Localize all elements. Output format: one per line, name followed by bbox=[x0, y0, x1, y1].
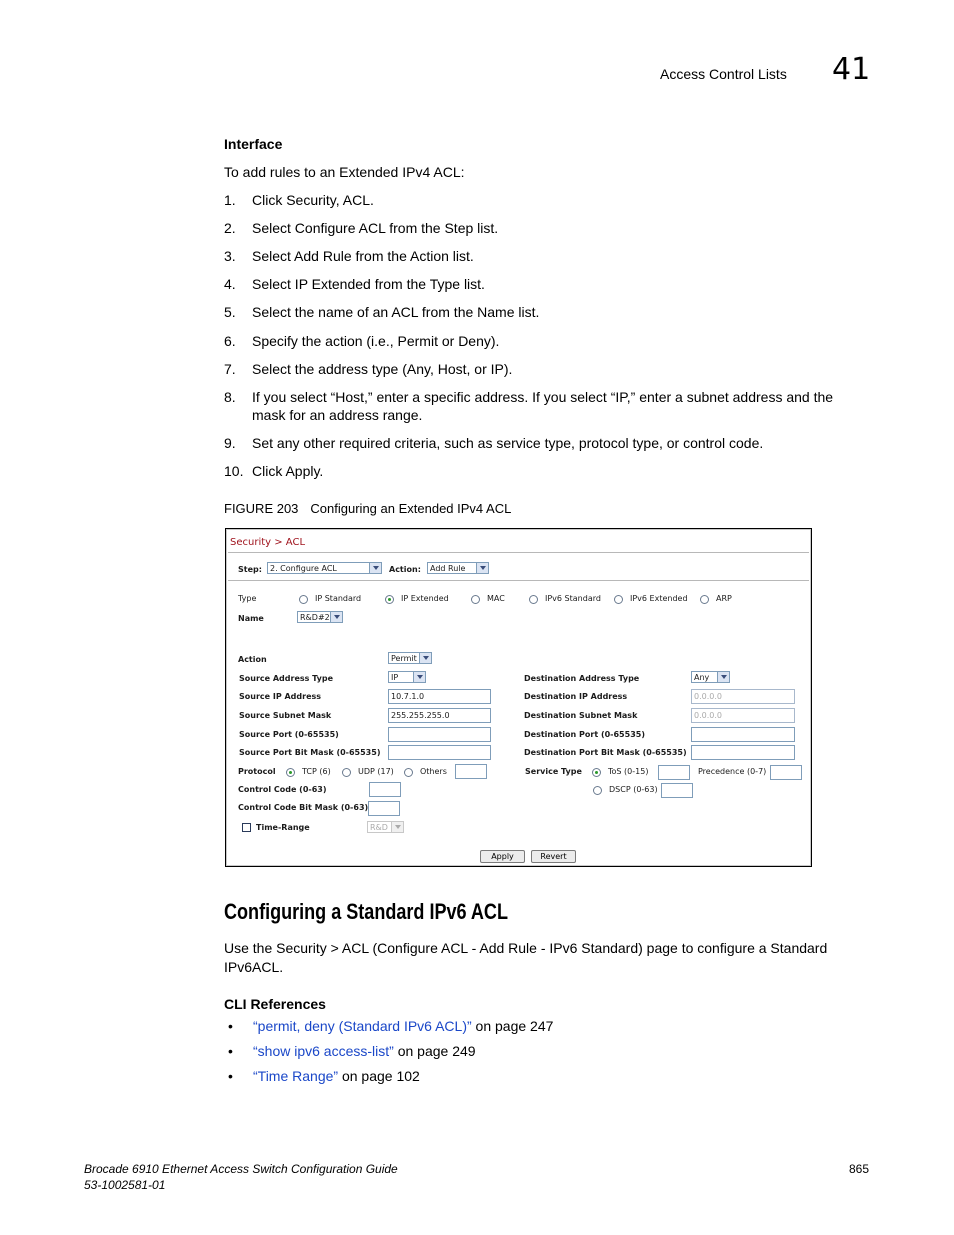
cli-reference-item: • “permit, deny (Standard IPv6 ACL)” on page 247 bbox=[228, 1018, 554, 1034]
cli-references-heading: CLI References bbox=[224, 996, 326, 1012]
chevron-down-icon bbox=[330, 612, 342, 622]
control-code-label: Control Code (0-63) bbox=[238, 785, 327, 794]
divider bbox=[228, 580, 809, 581]
source-address-type-label: Source Address Type bbox=[239, 674, 334, 683]
dscp-input[interactable] bbox=[661, 783, 693, 798]
chapter-number: 41 bbox=[832, 52, 871, 87]
protocol-label: Protocol bbox=[238, 767, 276, 776]
service-tos-radio[interactable] bbox=[592, 768, 601, 777]
divider bbox=[228, 552, 809, 553]
chapter-title: Access Control Lists bbox=[660, 66, 787, 82]
type-mac-radio[interactable] bbox=[471, 595, 480, 604]
protocol-option-label: UDP (17) bbox=[358, 767, 394, 776]
step-item: 5. Select the name of an ACL from the Name list. bbox=[224, 304, 540, 320]
source-ip-label: Source IP Address bbox=[239, 692, 322, 701]
protocol-tcp-radio[interactable] bbox=[286, 768, 295, 777]
destination-port-mask-input[interactable] bbox=[691, 745, 795, 760]
type-ip-standard-radio[interactable] bbox=[299, 595, 308, 604]
cli-reference-item: • “Time Range” on page 102 bbox=[228, 1068, 420, 1084]
source-port-mask-input[interactable] bbox=[388, 745, 491, 760]
type-ipv6-extended-radio[interactable] bbox=[614, 595, 623, 604]
footer-title: Brocade 6910 Ethernet Access Switch Configuration Guide bbox=[84, 1162, 398, 1176]
step-select[interactable]: 2. Configure ACL bbox=[267, 562, 382, 574]
destination-port-input[interactable] bbox=[691, 727, 795, 742]
revert-button[interactable]: Revert bbox=[531, 850, 576, 863]
intro-text: To add rules to an Extended IPv4 ACL: bbox=[224, 164, 465, 180]
step-item: 9. Set any other required criteria, such as service type, protocol type, or control code. bbox=[224, 435, 764, 451]
figure-caption: FIGURE 203 Configuring an Extended IPv4 ACL bbox=[224, 501, 512, 516]
step-item-continued: mask for an address range. bbox=[252, 407, 423, 423]
type-option-label: IP Extended bbox=[401, 594, 449, 603]
cli-reference-item: • “show ipv6 access-list” on page 249 bbox=[228, 1043, 476, 1059]
chevron-down-icon bbox=[419, 653, 431, 663]
step-label: Step: bbox=[238, 565, 262, 574]
rule-action-select[interactable]: Permit bbox=[388, 652, 432, 664]
source-address-type-select[interactable]: IP bbox=[388, 671, 426, 683]
footer-doc-number: 53-1002581-01 bbox=[84, 1178, 166, 1192]
protocol-others-radio[interactable] bbox=[404, 768, 413, 777]
step-item: 1. Click Security, ACL. bbox=[224, 192, 374, 208]
step-item: 6. Specify the action (i.e., Permit or Deny). bbox=[224, 333, 500, 349]
step-item: 7. Select the address type (Any, Host, or IP). bbox=[224, 361, 513, 377]
cli-reference-link[interactable]: “permit, deny (Standard IPv6 ACL)” bbox=[253, 1018, 472, 1034]
type-arp-radio[interactable] bbox=[700, 595, 709, 604]
type-option-label: ARP bbox=[716, 594, 732, 603]
chevron-down-icon bbox=[476, 563, 488, 573]
control-code-input[interactable] bbox=[369, 782, 401, 797]
tos-label: ToS (0-15) bbox=[608, 767, 649, 776]
control-code-mask-input[interactable] bbox=[368, 801, 400, 816]
destination-port-label: Destination Port (0-65535) bbox=[524, 730, 645, 739]
time-range-label: Time-Range bbox=[256, 823, 310, 832]
source-port-label: Source Port (0-65535) bbox=[239, 730, 339, 739]
acl-screenshot bbox=[225, 528, 812, 867]
step-item: 4. Select IP Extended from the Type list. bbox=[224, 276, 485, 292]
name-select[interactable]: R&D#2 bbox=[297, 611, 343, 623]
type-option-label: MAC bbox=[487, 594, 505, 603]
destination-port-mask-label: Destination Port Bit Mask (0-65535) bbox=[524, 748, 687, 757]
step-item: 10. Click Apply. bbox=[224, 463, 324, 479]
destination-ip-label: Destination IP Address bbox=[524, 692, 628, 701]
breadcrumb[interactable]: Security > ACL bbox=[230, 537, 306, 548]
destination-ip-input[interactable]: 0.0.0.0 bbox=[691, 689, 795, 704]
page-number: 865 bbox=[849, 1162, 870, 1176]
chevron-down-icon bbox=[413, 672, 425, 682]
destination-address-type-select[interactable]: Any bbox=[691, 671, 730, 683]
source-port-mask-label: Source Port Bit Mask (0-65535) bbox=[239, 748, 381, 757]
type-option-label: IPv6 Standard bbox=[545, 594, 601, 603]
section-heading: Configuring a Standard IPv6 ACL bbox=[224, 899, 508, 924]
bullet-icon: • bbox=[228, 1043, 233, 1059]
interface-heading: Interface bbox=[224, 136, 283, 152]
type-label: Type bbox=[238, 594, 257, 603]
type-ip-extended-radio[interactable] bbox=[385, 595, 394, 604]
control-code-mask-label: Control Code Bit Mask (0-63) bbox=[238, 803, 369, 812]
name-label: Name bbox=[238, 614, 264, 623]
step-item: 2. Select Configure ACL from the Step list. bbox=[224, 220, 499, 236]
apply-button[interactable]: Apply bbox=[480, 850, 525, 863]
service-dscp-radio[interactable] bbox=[593, 786, 602, 795]
source-ip-input[interactable]: 10.7.1.0 bbox=[388, 689, 491, 704]
tos-input[interactable] bbox=[658, 765, 690, 780]
cli-reference-link[interactable]: “Time Range” bbox=[253, 1068, 339, 1084]
dscp-label: DSCP (0-63) bbox=[609, 785, 658, 794]
destination-mask-label: Destination Subnet Mask bbox=[524, 711, 638, 720]
source-mask-label: Source Subnet Mask bbox=[239, 711, 332, 720]
time-range-select[interactable]: R&D bbox=[367, 821, 404, 833]
step-item: 3. Select Add Rule from the Action list. bbox=[224, 248, 474, 264]
bullet-icon: • bbox=[228, 1018, 233, 1034]
action-select[interactable]: Add Rule bbox=[427, 562, 489, 574]
destination-mask-input[interactable]: 0.0.0.0 bbox=[691, 708, 795, 723]
chevron-down-icon bbox=[391, 822, 403, 832]
bullet-icon: • bbox=[228, 1068, 233, 1084]
cli-reference-link[interactable]: “show ipv6 access-list” bbox=[253, 1043, 394, 1059]
time-range-checkbox[interactable] bbox=[242, 823, 251, 832]
protocol-option-label: TCP (6) bbox=[302, 767, 331, 776]
destination-address-type-label: Destination Address Type bbox=[524, 674, 640, 683]
section-body-continued: IPv6ACL. bbox=[224, 959, 284, 975]
step-item: 8. If you select “Host,” enter a specific address. If you select “IP,” enter a subnet address and the bbox=[224, 389, 834, 405]
protocol-udp-radio[interactable] bbox=[342, 768, 351, 777]
type-option-label: IPv6 Extended bbox=[630, 594, 688, 603]
type-option-label: IP Standard bbox=[315, 594, 362, 603]
action-label: Action: bbox=[389, 565, 421, 574]
protocol-option-label: Others bbox=[420, 767, 447, 776]
rule-action-label: Action bbox=[238, 655, 267, 664]
chevron-down-icon bbox=[717, 672, 729, 682]
precedence-label: Precedence (0-7) bbox=[698, 767, 767, 776]
chevron-down-icon bbox=[369, 563, 381, 573]
source-port-input[interactable] bbox=[388, 727, 491, 742]
service-type-label: Service Type bbox=[525, 767, 582, 776]
section-body: Use the Security > ACL (Configure ACL - Add Rule - IPv6 Standard) page to configure a Standard bbox=[224, 940, 828, 956]
type-ipv6-standard-radio[interactable] bbox=[529, 595, 538, 604]
protocol-others-input[interactable] bbox=[455, 764, 487, 779]
precedence-input[interactable] bbox=[770, 765, 802, 780]
source-mask-input[interactable]: 255.255.255.0 bbox=[388, 708, 491, 723]
